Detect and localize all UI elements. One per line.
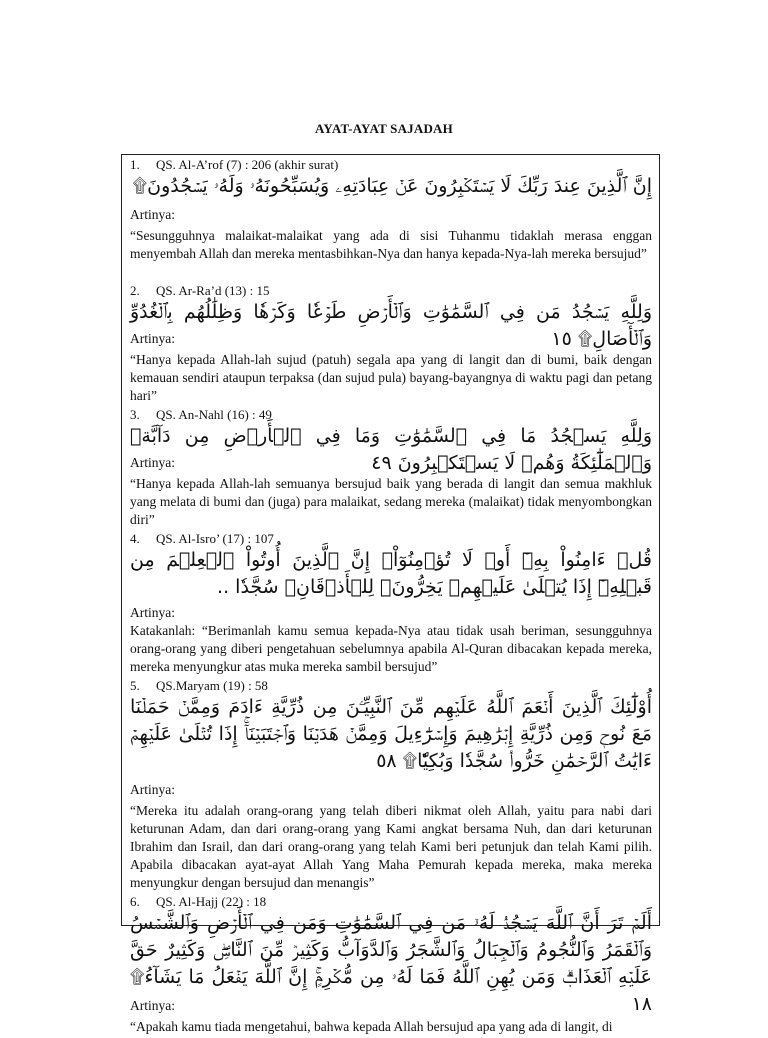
entry-number: 4.: [130, 531, 140, 546]
arabic-verse: وَلِلَّهِ يَسۡجُدُ مَا فِي ٱلسَّمَٰوَٰتِ وَمَا فِي ٱلۡأَرۡضِ مِن دَآبَّةٖ وَٱلۡمَلَٰٓئِكَةُ وَهُمۡ لَا يَسۡتَكۡبِرُونَ ٤٩: [130, 425, 652, 474]
arabic-verse: أَلَمۡ تَرَ أَنَّ ٱللَّهَ يَسۡجُدُۤ لَهُۥۤ مَن فِي ٱلسَّمَٰوَٰتِ وَمَن فِي ٱلۡأَرۡضِ وَٱلشَّمۡسُ وَٱلۡقَمَرُ وَٱلنُّجُومُ وَٱلۡجِبَالُ وَٱلشَّجَرُ وَٱلدَّوَآبُّ وَكَثِيرٞ مِّنَ ٱلنَّاسِۖ وَكَثِيرٌ حَقَّ عَلَيۡهِ ٱلۡعَذَابُۗ وَمَن يُهِنِ ٱللَّهُ فَمَا لَهُۥ مِن مُّكۡرِمٍۚ إِنَّ ٱللَّهَ يَفۡعَلُ مَا يَشَآءُ۩ ١٨: [130, 912, 652, 1015]
document-frame: [121, 154, 660, 1034]
entry-3: [130, 407, 652, 531]
surah-reference: QS. An-Nahl (16) : 49: [156, 407, 272, 422]
entry-heading: [130, 894, 652, 910]
translation-text: Katakanlah: “Berimanlah kamu semua kepada-Nya atau tidak usah beriman, sesungguhnya orang-orang yang diberi pengetahuan sebelumnya apabila Al-Quran dibacakan kepada mereka, mereka menyungkur atas muka mereka sambil bersujud”: [130, 623, 652, 674]
entry-number: 1.: [130, 157, 140, 172]
surah-reference: QS. Al-Isro’ (17) : 107: [156, 531, 274, 546]
entry-5: [130, 678, 652, 894]
entry-number: 5.: [130, 678, 140, 693]
translation-text: “Hanya kepada Allah-lah semuanya bersujud baik yang berada di langit dan semua makhluk yang melata di bumi dan (juga) para malaikat, sedang mereka (malaikat) tidak menyombongkan diri”: [130, 476, 652, 527]
translation-label: Artinya:: [130, 998, 175, 1013]
arabic-verse: وَلِلَّهِ يَسۡجُدُ مَن فِي ٱلسَّمَٰوَٰتِ وَٱلۡأَرۡضِ طَوۡعٗا وَكَرۡهٗا وَظِلَٰلُهُم بِٱلۡغُدُوِّ وَٱلۡأٓصَالِ۩ ١٥: [130, 301, 652, 350]
entry-heading: [130, 678, 652, 694]
arabic-verse: إِنَّ ٱلَّذِينَ عِندَ رَبِّكَ لَا يَسۡتَكۡبِرُونَ عَنۡ عِبَادَتِهِۦ وَيُسَبِّحُونَهُۥ وَلَهُۥ يَسۡجُدُونَ۩: [132, 175, 652, 197]
arabic-verse: قُلۡ ءَامِنُواْ بِهِۦٓ أَوۡ لَا تُؤۡمِنُوٓاْۚ إِنَّ ٱلَّذِينَ أُوتُواْ ٱلۡعِلۡمَ مِن قَبۡلِهِۦٓ إِذَا يُتۡلَىٰ عَلَيۡهِمۡ يَخِرُّونَۤ لِلۡأَذۡقَانِۤ سُجَّدٗا ..: [130, 549, 652, 598]
entry-number: 2.: [130, 283, 140, 298]
entry-number: 3.: [130, 407, 140, 422]
translation-text: “Mereka itu adalah orang-orang yang telah diberi nikmat oleh Allah, yaitu para nabi dari keturunan Adam, dan dari orang-orang yang Kami angkat bersama Nuh, dan dari keturunan Ibrahim dan Israil, dan dari orang-orang yang telah Kami beri petunjuk dan telah Kami pilih. Apabila dibacakan ayat-ayat Allah Yang Maha Pemurah kepada mereka, maka mereka menyungkur dengan bersujud dan menangis”: [130, 803, 652, 890]
translation-label: Artinya:: [130, 331, 175, 346]
surah-reference: QS. Ar-Ra’d (13) : 15: [156, 283, 270, 298]
entry-heading: [130, 283, 652, 299]
entry-heading: [130, 157, 652, 173]
page-title: AYAT-AYAT SAJADAH: [315, 121, 453, 136]
translation-text: “Hanya kepada Allah-lah sujud (patuh) segala apa yang di langit dan di bumi, baik dengan kemauan sendiri ataupun terpaksa (dan sujud pula) bayang-bayangnya di waktu pagi dan petang hari”: [130, 352, 652, 403]
surah-reference: QS. Al-A’rof (7) : 206 (akhir surat): [156, 157, 339, 172]
entry-6: [130, 894, 652, 1038]
entry-4: [130, 531, 652, 678]
surah-reference: QS.Maryam (19) : 58: [156, 678, 268, 693]
arabic-verse: أُوْلَٰٓئِكَ ٱلَّذِينَ أَنۡعَمَ ٱللَّهُ عَلَيۡهِم مِّنَ ٱلنَّبِيِّـۧنَ مِن ذُرِّيَّةِ ءَادَمَ وَمِمَّنۡ حَمَلۡنَا مَعَ نُوحٖ وَمِن ذُرِّيَّةِ إِبۡرَٰهِيمَ وَإِسۡرَٰٓءِيلَ وَمِمَّنۡ هَدَيۡنَا وَٱجۡتَبَيۡنَآۚ إِذَا تُتۡلَىٰ عَلَيۡهِمۡ ءَايَٰتُ ٱلرَّحۡمَٰنِ خَرُّواْۤ سُجَّدٗا وَبُكِيّٗا۩ ٥٨: [130, 696, 652, 772]
entries-list: [130, 157, 652, 1038]
entry-heading: [130, 407, 652, 423]
surah-reference: QS. Al-Hajj (22) : 18: [156, 894, 267, 909]
translation-label: Artinya:: [130, 605, 175, 620]
translation-label: Artinya:: [130, 455, 175, 470]
entry-heading: [130, 531, 652, 547]
translation-label: Artinya:: [130, 782, 175, 797]
translation-label: Artinya:: [130, 207, 175, 222]
translation-text: “Apakah kamu tiada mengetahui, bahwa kepada Allah bersujud apa yang ada di langit, di: [130, 1019, 613, 1034]
translation-text: “Sesungguhnya malaikat-malaikat yang ada di sisi Tuhanmu tidaklah merasa enggan menyembah Allah dan mereka mentasbihkan-Nya dan hanya kepada-Nya-lah mereka bersujud”: [130, 228, 652, 261]
entry-2: [130, 283, 652, 407]
entry-number: 6.: [130, 894, 140, 909]
entry-1: [130, 157, 652, 283]
